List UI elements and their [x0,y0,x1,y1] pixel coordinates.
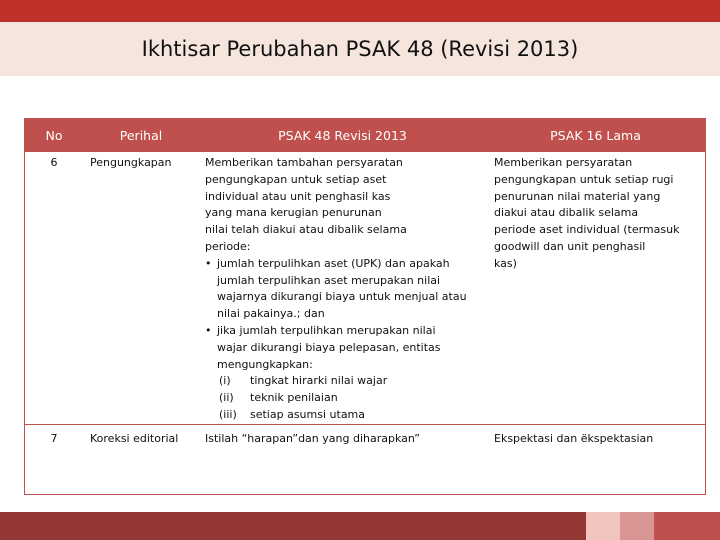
sub-item-text: setiap asumsi utama [250,407,366,421]
bullet-line: wajarnya dikurangi biaya untuk menjual atau [217,290,467,304]
revisi-line: pengungkapan untuk setiap aset [205,172,387,186]
table-row [25,152,705,424]
sub-item-label: (iii) [219,407,237,421]
page-title: Ikhtisar Perubahan PSAK 48 (Revisi 2013) [141,37,579,61]
footer-segment [620,512,654,540]
revisi-line: individual atau unit penghasil kas [205,189,391,203]
comparison-table [24,118,706,495]
sub-item [205,407,480,424]
cell-revisi [199,152,486,424]
lama-line: diakui atau dibalik selama [494,206,639,220]
footer-segment [0,512,586,540]
sub-item-text: teknik penilaian [250,391,338,405]
cell-perihal: Koreksi editorial [90,431,179,445]
cell-lama: Ekspektasi dan ëkspektasian [494,431,654,445]
bullet-item [205,323,480,373]
sub-item-label: (ii) [219,391,234,405]
header-psak16-lama: PSAK 16 Lama [550,128,641,143]
sub-item [205,390,480,407]
revisi-line: nilai telah diakui atau dibalik selama [205,223,407,237]
sub-item [205,373,480,390]
lama-line: kas) [494,256,517,270]
cell-no: 6 [25,152,83,424]
revisi-line: periode: [205,239,251,253]
bullet-mark: • [205,323,212,337]
bullet-line: mengungkapkan: [217,357,313,371]
top-accent-bar [0,0,720,22]
bullet-line: jumlah terpulihkan aset merupakan nilai [217,273,441,287]
bullet-line: nilai pakainya.; dan [217,307,325,321]
bullet-line: wajar dikurangi biaya pelepasan, entitas [217,340,441,354]
table-header-row [25,119,705,152]
table-row [25,424,705,447]
sub-item-text: tingkat hirarki nilai wajar [250,374,388,388]
header-psak48-revisi: PSAK 48 Revisi 2013 [278,128,407,143]
footer-bar [0,512,720,540]
header-perihal: Perihal [119,128,163,143]
sub-item-label: (i) [219,374,231,388]
lama-line: Memberikan persyaratan [494,156,633,169]
cell-perihal: Pengungkapan [83,152,199,424]
bullet-line: jumlah terpulihkan aset (UPK) dan apakah [217,256,450,270]
cell-lama [486,152,705,424]
cell-no: 7 [50,431,58,445]
footer-segment [654,512,720,540]
lama-line: goodwill dan unit penghasil [494,239,646,253]
header-no: No [45,128,63,143]
title-band [0,22,720,76]
revisi-line: yang mana kerugian penurunan [205,206,382,220]
lama-line: periode aset individual (termasuk [494,223,680,237]
bullet-item [205,256,480,323]
bullet-line: jika jumlah terpulihkan merupakan nilai [217,323,436,337]
lama-line: pengungkapan untuk setiap rugi [494,172,674,186]
revisi-line: Memberikan tambahan persyaratan [205,156,403,169]
bullet-mark: • [205,256,212,270]
lama-line: penurunan nilai material yang [494,189,661,203]
footer-segment [586,512,620,540]
cell-revisi: Istilah “harapan”dan yang diharapkan” [205,431,420,445]
